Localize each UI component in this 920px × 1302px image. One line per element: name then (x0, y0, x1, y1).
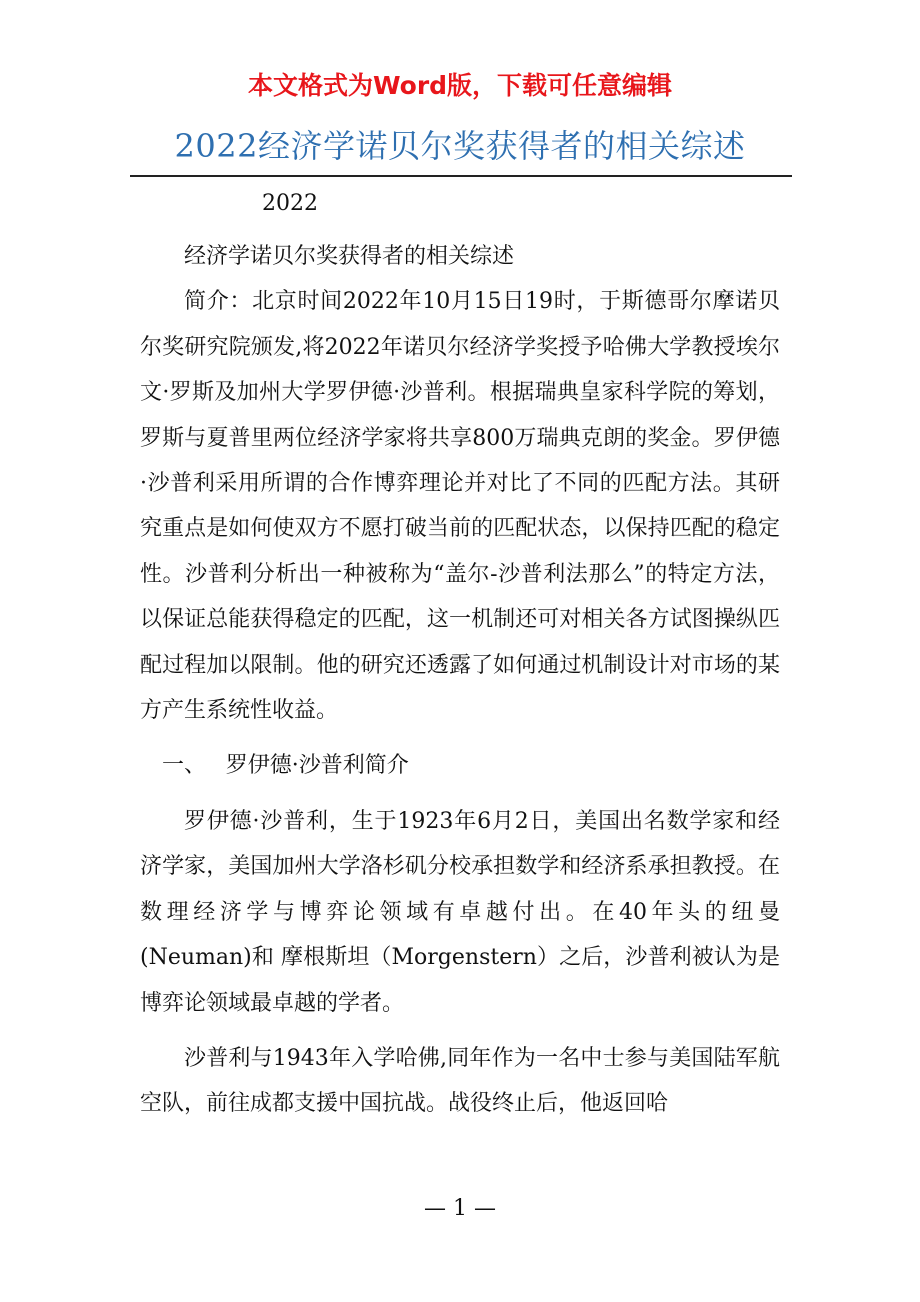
format-notice: 本文格式为Word版，下载可任意编辑 (247, 71, 673, 100)
document-title: 2022经济学诺贝尔奖获得者的相关综述 (174, 127, 746, 165)
section-heading-1 (140, 743, 780, 788)
section-number: 一、 (162, 753, 207, 779)
section-title: 罗伊德·沙普利简介 (225, 753, 409, 779)
document-body (140, 184, 780, 1127)
intro-paragraph: 简介：北京时间2022年10月15日19时，于斯德哥尔摩诺贝尔奖研究院颁发,将2022年诺贝尔经济学奖授予哈佛大学教授埃尔文·罗斯及加州大学罗伊德·沙普利。根据瑞典皇家科学院的筹划，罗斯与夏普里两位经济学家将共享800万瑞典克朗的奖金。罗伊德·沙普利采用所谓的合作博弈理论并对比了不同的匹配方法。其研究重点是如何使双方不愿打破当前的匹配状态，以保持匹配的稳定性。沙普利分析出一种被称为“盖尔-沙普利法那么”的特定方法，以保证总能获得稳定的匹配，这一机制还可对相关各方试图操纵匹配过程加以限制。他的研究还透露了如何通过机制设计对市场的某方产生系统性收益。 (140, 289, 780, 724)
subtitle-line: 经济学诺贝尔奖获得者的相关综述 (184, 244, 515, 269)
page-number: — 1 — (424, 1196, 496, 1221)
biography-paragraph: 罗伊德·沙普利，生于1923年6月2日，美国出名数学家和经济学家，美国加州大学洛杉矶分校承担数学和经济系承担教授。在数理经济学与博弈论领域有卓越付出。在40年头的纽曼(Neuman)和 摩根斯坦（Morgenstern）之后，沙普利被认为是博弈论领域最卓越的学者。 (140, 808, 780, 1016)
title-divider (130, 175, 792, 177)
history-paragraph: 沙普利与1943年入学哈佛,同年作为一名中士参与美国陆军航空队，前往成都支援中国抗战。战役终止后，他返回哈 (140, 1045, 780, 1117)
year-line: 2022 (262, 191, 318, 216)
